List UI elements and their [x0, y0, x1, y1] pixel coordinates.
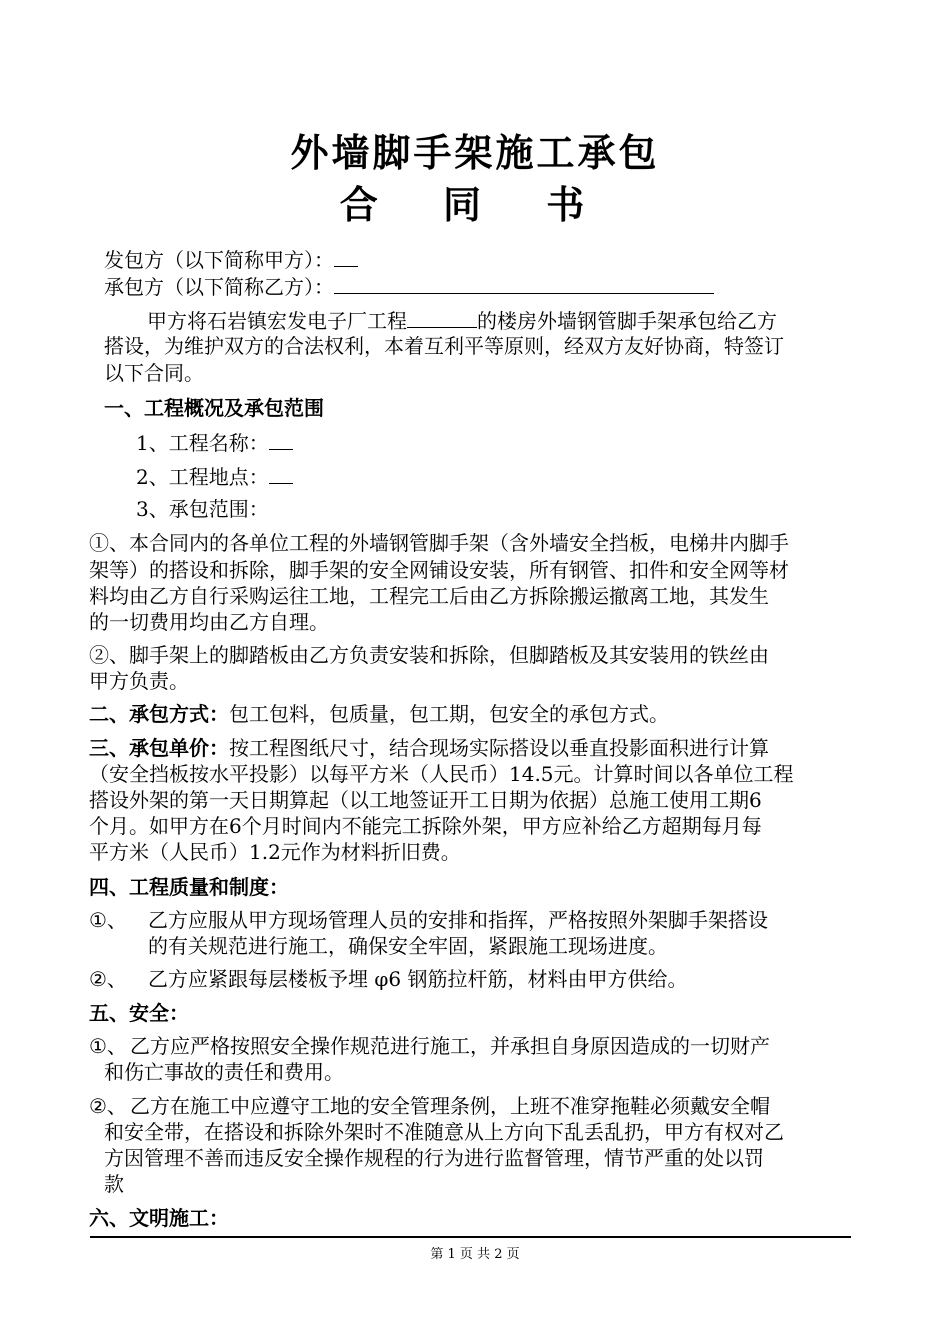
section-5-heading: 五、安全： [89, 1001, 189, 1025]
sec5-item-1-line-1: 乙方应严格按照安全操作规范进行施工，并承担自身原因造成的一切财产 [130, 1034, 770, 1058]
section-6-heading: 六、文明施工： [89, 1206, 229, 1230]
sec1-item-1 [136, 427, 293, 457]
party-b-blank [334, 271, 714, 294]
sec4-item-1-line-2: 的有关规范进行施工，确保安全牢固，紧跟施工现场进度。 [148, 934, 668, 958]
section-2-heading: 二、承包方式： [89, 702, 229, 726]
sec5-item-2-line-1: 乙方在施工中应遵守工地的安全管理条例，上班不准穿拖鞋必须戴安全帽 [130, 1094, 770, 1118]
section-4-heading: 四、工程质量和制度： [89, 875, 289, 899]
page-number: 第 1 页 共 2 页 [430, 1247, 520, 1262]
section-2 [89, 700, 669, 728]
section-3-line-2: （安全挡板按水平投影）以每平方米（人民币）14.5元。计算时间以各单位工程 [89, 762, 794, 786]
footer-rule [90, 1236, 851, 1238]
sec4-item-1-mark: ①、 [89, 908, 127, 932]
sec5-item-2-mark: ②、 [89, 1094, 127, 1118]
sec4-item-2-mark: ②、 [89, 967, 127, 991]
sec1-p2-line-1: ②、脚手架上的脚踏板由乙方负责安装和拆除，但脚踏板及其安装用的铁丝由 [89, 643, 769, 667]
sec1-p1-line-4: 的一切费用均由乙方自理。 [89, 610, 329, 634]
section-3-heading: 三、承包单价： [89, 736, 229, 760]
section-3-text: 按工程图纸尺寸，结合现场实际搭设以垂直投影面积进行计算 [229, 736, 769, 760]
sec5-item-1-line-2: 和伤亡事故的责任和费用。 [104, 1060, 344, 1084]
section-3-line-1 [89, 734, 769, 762]
sec5-item-1-mark: ①、 [89, 1034, 127, 1058]
sec4-item-1-line-1: 乙方应服从甲方现场管理人员的安排和指挥，严格按照外架脚手架搭设 [148, 908, 768, 932]
project-name-blank [269, 427, 293, 450]
title-line-2: 合 同 书 [339, 183, 611, 227]
intro-line-2: 搭设，为维护双方的合法权利，本着互利平等原则，经双方友好协商，特签订 [104, 334, 784, 358]
intro-text-a: 甲方将石岩镇宏发电子厂工程 [147, 309, 407, 333]
sec1-item-2 [136, 461, 293, 491]
sec1-p2-line-2: 甲方负责。 [89, 669, 189, 693]
intro-text-b: 的楼房外墙钢管脚手架承包给乙方 [477, 309, 777, 333]
sec5-item-2-line-2: 和安全带，在搭设和拆除外架时不准随意从上方向下乱丢乱扔，甲方有权对乙 [104, 1120, 784, 1144]
title-line-1: 外墙脚手架施工承包 [290, 131, 660, 175]
section-2-text: 包工包料，包质量，包工期，包安全的承包方式。 [229, 702, 669, 726]
party-b-line [104, 271, 714, 301]
intro-line-3: 以下合同。 [104, 361, 204, 385]
sec5-item-2-line-3: 方因管理不善而违反安全操作规程的行为进行监督管理，情节严重的处以罚 [104, 1146, 764, 1170]
section-1-heading: 一、工程概况及承包范围 [104, 396, 324, 420]
sec1-p1-line-2: 架等）的搭设和拆除，脚手架的安全网铺设安装，所有钢管、扣件和安全网等材 [89, 558, 789, 582]
sec1-p1-line-1: ①、本合同内的各单位工程的外墙钢管脚手架（含外墙安全挡板，电梯井内脚手 [89, 531, 789, 555]
sec1-p1-line-3: 料均由乙方自行采购运往工地，工程完工后由乙方拆除搬运撤离工地，其发生 [89, 584, 769, 608]
party-a-blank [334, 244, 358, 267]
project-name-label: 1、工程名称： [136, 431, 269, 455]
section-3-line-5: 平方米（人民币）1.2元作为材料折旧费。 [89, 840, 461, 864]
intro-blank [407, 305, 477, 328]
project-site-blank [269, 461, 293, 484]
section-3-line-3: 搭设外架的第一天日期算起（以工地签证开工日期为依据）总施工使用工期6 [89, 788, 762, 812]
sec1-item-3: 3、承包范围： [136, 497, 269, 521]
party-a-label: 发包方（以下简称甲方）： [104, 248, 334, 272]
party-a-line [104, 244, 358, 274]
sec4-item-2-text: 乙方应紧跟每层楼板予埋 φ6 钢筋拉杆筋，材料由甲方供给。 [148, 967, 688, 991]
sec5-item-2-line-4: 款 [104, 1172, 124, 1196]
project-site-label: 2、工程地点： [136, 465, 269, 489]
section-3-line-4: 个月。如甲方在6个月时间内不能完工拆除外架，甲方应补给乙方超期每月每 [89, 814, 762, 838]
party-b-label: 承包方（以下简称乙方）： [104, 275, 334, 299]
intro-line-1 [147, 305, 777, 335]
